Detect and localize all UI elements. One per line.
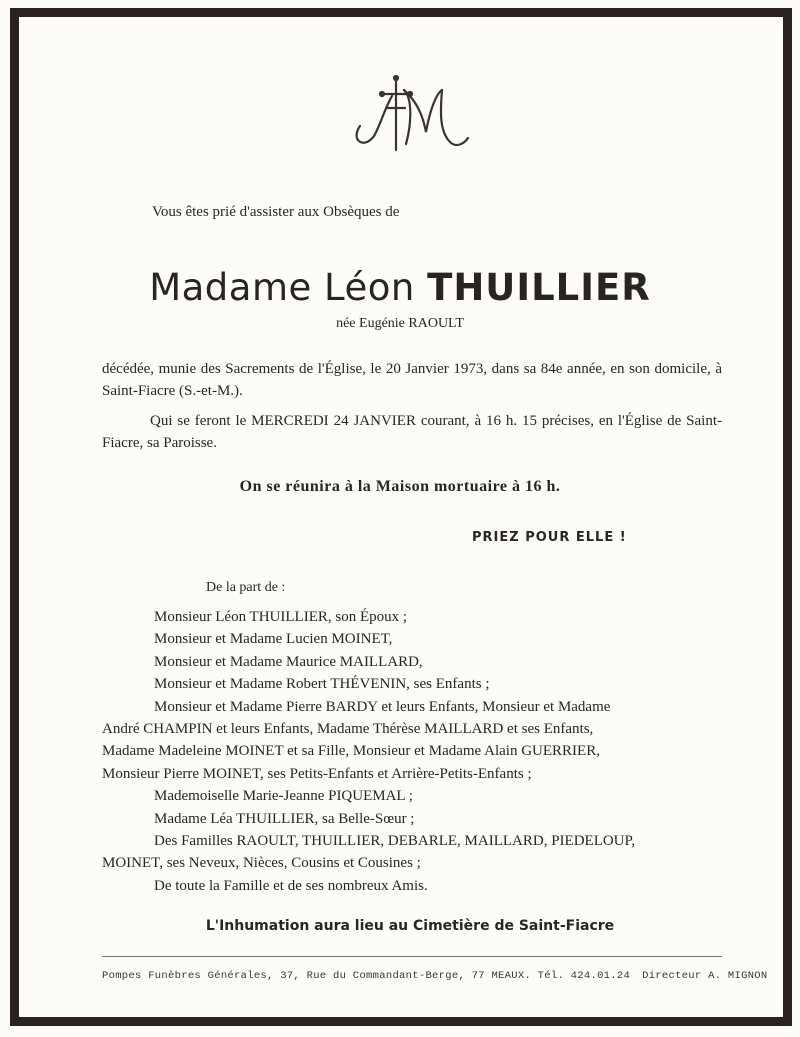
family-line: Monsieur Léon THUILLIER, son Époux ; [154, 609, 408, 625]
footer [102, 970, 768, 982]
family-line: Monsieur et Madame Pierre BARDY et leurs Enfants, Monsieur et Madame [154, 698, 611, 715]
footer-director: Directeur A. MIGNON [642, 970, 768, 982]
death-paragraph: décédée, munie des Sacrements de l'Église, le 20 Janvier 1973, dans sa 84e année, en son domicile, à Saint-Fiacre (S.-et-M.). [102, 361, 722, 399]
maiden-name: née Eugénie RAOULT [336, 316, 464, 331]
family-line: Monsieur et Madame Maurice MAILLARD, [154, 653, 423, 670]
family-line: Mademoiselle Marie-Jeanne PIQUEMAL ; [154, 788, 413, 805]
deceased-first: Madame Léon [149, 266, 415, 309]
deceased-surname: THUILLIER [427, 266, 651, 309]
family-list [102, 606, 722, 897]
deceased-name [0, 266, 800, 309]
family-line: De toute la Famille et de ses nombreux Amis. [154, 877, 428, 894]
family-line: Monsieur et Madame Lucien MOINET, [154, 631, 393, 648]
footer-divider [102, 956, 722, 957]
cross-monogram-icon [340, 70, 480, 160]
from-label: De la part de : [206, 580, 286, 595]
service-paragraph: Qui se feront le MERCREDI 24 JANVIER courant, à 16 h. 15 précises, en l'Église de Saint-Fiacre, sa Paroisse. [102, 413, 722, 451]
family-line: MOINET, ses Neveux, Nièces, Cousins et Cousines ; [102, 855, 421, 872]
burial-text: L'Inhumation aura lieu au Cimetière de Saint-Fiacre [205, 918, 615, 934]
family-line: Madame Léa THUILLIER, sa Belle-Sœur ; [154, 810, 415, 827]
family-line: Madame Madeleine MOINET et sa Fille, Monsieur et Madame Alain GUERRIER, [102, 743, 600, 760]
footer-company: Pompes Funèbres Générales, 37, Rue du Commandant-Berge, 77 MEAUX. Tél. 424.01.24 [102, 970, 631, 982]
invitation-text: Vous êtes prié d'assister aux Obsèques de [152, 204, 400, 220]
family-line: Monsieur et Madame Robert THÉVENIN, ses Enfants ; [154, 676, 490, 693]
family-line: Des Familles RAOULT, THUILLIER, DEBARLE, MAILLARD, PIEDELOUP, [154, 833, 635, 850]
family-line: Monsieur Pierre MOINET, ses Petits-Enfants et Arrière-Petits-Enfants ; [102, 765, 532, 782]
prayer-text: PRIEZ POUR ELLE ! [472, 530, 627, 545]
gathering-text: On se réunira à la Maison mortuaire à 16 h. [239, 478, 561, 495]
family-line: André CHAMPIN et leurs Enfants, Madame Thérèse MAILLARD et ses Enfants, [102, 721, 594, 738]
